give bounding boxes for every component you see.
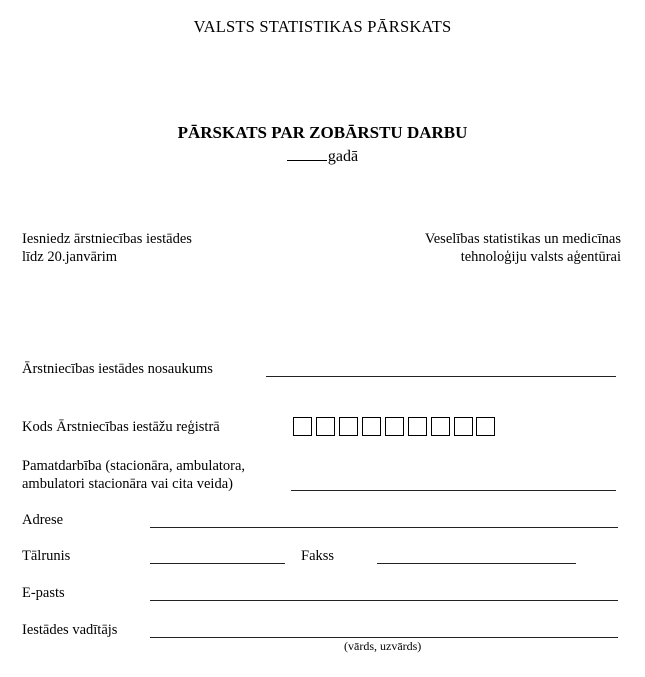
head-field[interactable] — [150, 637, 618, 638]
report-title: PĀRSKATS PAR ZOBĀRSTU DARBU — [177, 123, 468, 142]
registry-code-digit[interactable] — [293, 417, 312, 436]
fax-field[interactable] — [377, 563, 576, 564]
year-field[interactable] — [287, 146, 327, 161]
recipient-line1: Veselības statistikas un medicīnas — [424, 231, 621, 247]
email-field[interactable] — [150, 600, 618, 601]
registry-code-digit[interactable] — [362, 417, 381, 436]
registry-code-digit[interactable] — [454, 417, 473, 436]
registry-code-digit[interactable] — [316, 417, 335, 436]
address-field[interactable] — [150, 527, 618, 528]
registry-code-digit[interactable] — [431, 417, 450, 436]
fax-label: Fakss — [301, 548, 335, 564]
registry-code-label: Kods Ārstniecības iestāžu reģistrā — [22, 419, 220, 435]
phone-field[interactable] — [150, 563, 285, 564]
institution-name-label: Ārstniecības iestādes nosaukums — [22, 361, 213, 377]
recipient-line2: tehnoloģiju valsts aģentūrai — [460, 249, 621, 265]
address-label: Adrese — [22, 512, 64, 528]
submission-deadline-line2: līdz 20.janvārim — [22, 249, 118, 265]
main-activity-label-line1: Pamatdarbība (stacionāra, ambulatora, — [22, 458, 246, 474]
institution-name-field[interactable] — [266, 376, 616, 377]
registry-code-digit[interactable] — [385, 417, 404, 436]
year-suffix: gadā — [327, 148, 359, 165]
main-activity-label-line2: ambulatori stacionāra vai cita veida) — [22, 476, 233, 492]
email-label: E-pasts — [22, 585, 65, 601]
registry-code-digit[interactable] — [476, 417, 495, 436]
report-year-line — [0, 146, 645, 166]
report-type-heading: VALSTS STATISTIKAS PĀRSKATS — [193, 17, 452, 36]
submission-deadline-line1: Iesniedz ārstniecības iestādes — [22, 231, 192, 247]
main-activity-field[interactable] — [291, 490, 616, 491]
head-label: Iestādes vadītājs — [22, 622, 118, 638]
registry-code-digit[interactable] — [339, 417, 358, 436]
phone-label: Tālrunis — [22, 548, 71, 564]
registry-code-digit[interactable] — [408, 417, 427, 436]
head-field-hint: (vārds, uzvārds) — [344, 639, 422, 653]
